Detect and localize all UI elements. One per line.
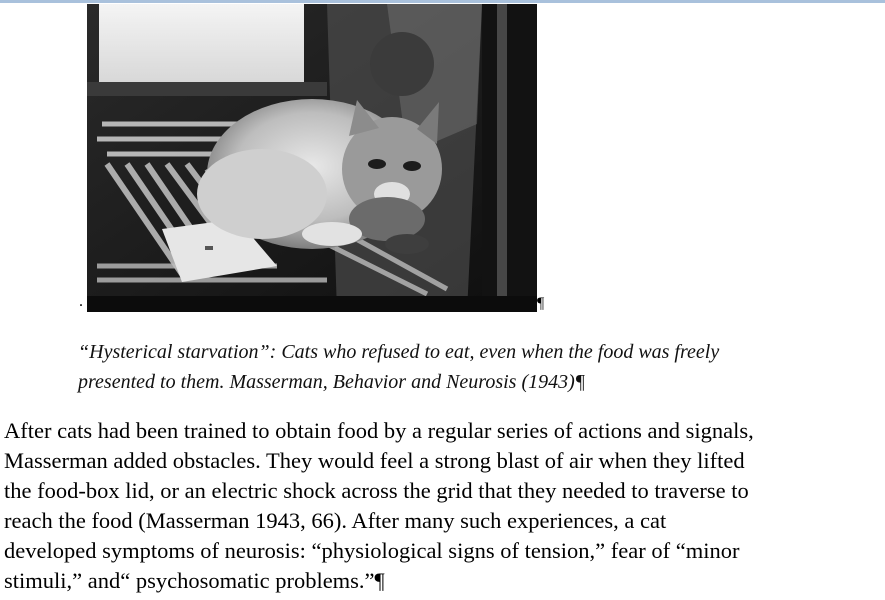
figure-caption: [78, 337, 868, 397]
body-line: After cats had been trained to obtain food by a regular series of actions and signals,: [4, 418, 754, 443]
anchor-mark: .: [79, 293, 83, 310]
caption-line: presented to them. Masserman, Behavior and Neurosis (1943)¶: [78, 371, 586, 393]
body-line: the food-box lid, or an electric shock across the grid that they needed to traverse to: [4, 478, 749, 503]
cat-photo: [87, 4, 537, 312]
body-line: developed symptoms of neurosis: “physiological signs of tension,” fear of “minor: [4, 538, 740, 563]
body-line: stimuli,” and“ psychosomatic problems.”¶: [4, 568, 385, 593]
body-line: Masserman added obstacles. They would feel a strong blast of air when they lifted: [4, 448, 745, 473]
body-line: reach the food (Masserman 1943, 66). After many such experiences, a cat: [4, 508, 667, 533]
photo-icon: [87, 4, 537, 312]
body-paragraph: [4, 416, 884, 596]
ruler-border: [0, 0, 885, 3]
paragraph-mark: ¶: [537, 295, 545, 312]
caption-line: “Hysterical starvation”: Cats who refused to eat, even when the food was freely: [78, 341, 720, 363]
